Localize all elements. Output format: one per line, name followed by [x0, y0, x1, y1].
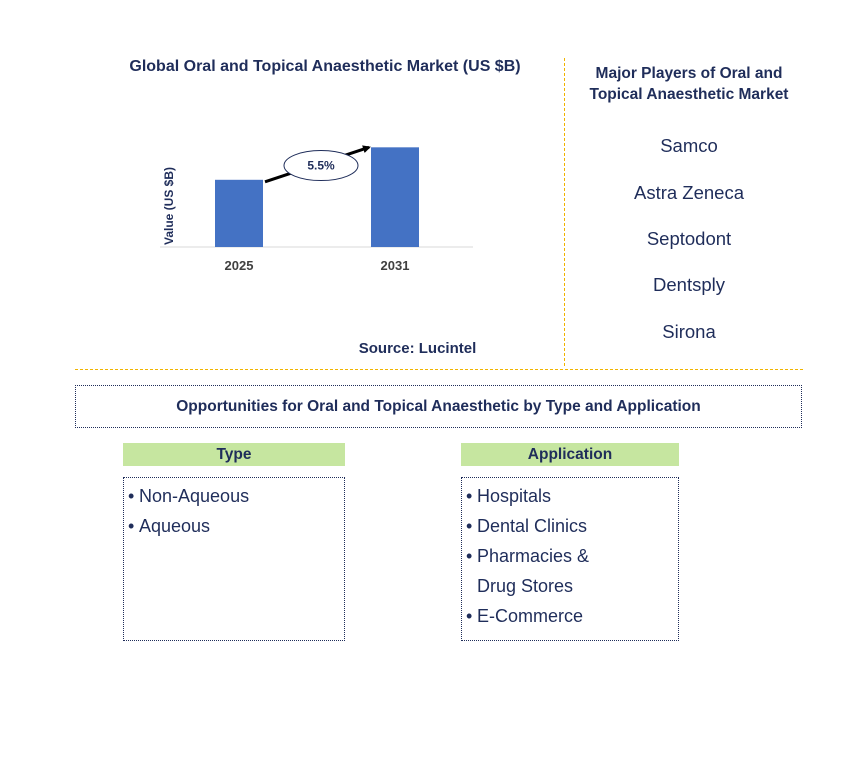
application-header [461, 443, 679, 466]
players-title: Major Players of Oral and Topical Anaesthetic Market [589, 65, 789, 103]
type-header [123, 443, 345, 466]
list-item: • Dental Clinics [466, 516, 588, 536]
list-item: • E-Commerce [466, 606, 584, 626]
type-list [128, 481, 340, 541]
list-item: • Hospitals [466, 486, 552, 506]
list-item: Drug Stores [477, 576, 574, 596]
bar-2025 [215, 180, 263, 247]
chart-title: Global Oral and Topical Anaesthetic Market (US $B) [129, 58, 521, 75]
list-item: • Aqueous [128, 516, 211, 536]
x-tick-label: 2031 [380, 258, 410, 273]
bar-chart [150, 145, 490, 285]
x-tick-label: 2025 [224, 258, 254, 273]
list-item: • Non-Aqueous [128, 486, 250, 506]
growth-rate-label: 5.5% [307, 158, 335, 173]
list-item: • Pharmacies & [466, 546, 590, 566]
application-list-box [461, 477, 679, 641]
player-item: Sirona [662, 321, 716, 342]
source-note: Source: Lucintel [358, 340, 477, 357]
type-list-box [123, 477, 345, 641]
type-header-label: Type [216, 445, 252, 463]
bar-2031 [371, 147, 419, 247]
player-item: Astra Zeneca [633, 182, 745, 203]
application-header-label: Application [527, 445, 613, 463]
y-axis-label: Value (US $B) [162, 166, 176, 245]
application-list [466, 481, 674, 631]
horizontal-divider [75, 369, 803, 370]
opportunities-title: Opportunities for Oral and Topical Anaesthetic by Type and Application [176, 397, 701, 415]
opportunities-title-box [75, 385, 802, 428]
player-item: Dentsply [653, 274, 725, 295]
vertical-divider [564, 58, 565, 366]
player-item: Samco [660, 135, 718, 156]
player-item: Septodont [646, 228, 732, 249]
